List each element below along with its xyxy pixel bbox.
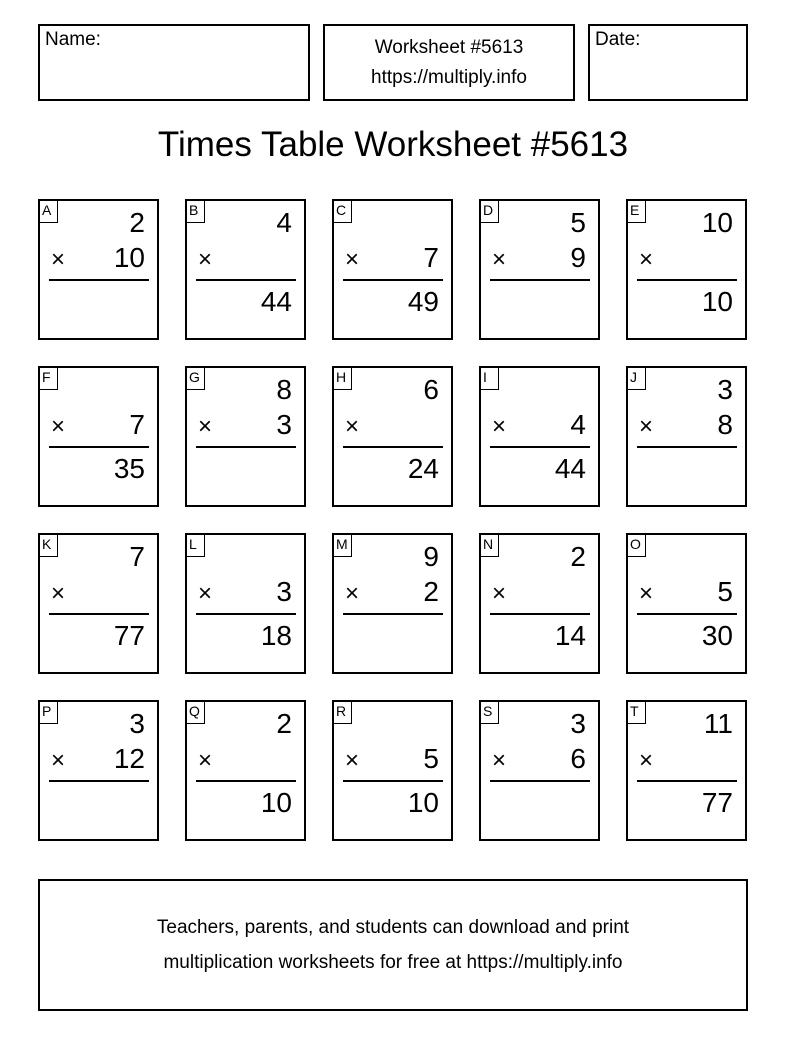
problem-letter: T [626, 700, 646, 724]
times-symbol: × [345, 747, 360, 774]
times-symbol: × [198, 246, 213, 273]
problem-letter: K [38, 533, 58, 557]
product: 35 [113, 453, 145, 484]
date-field[interactable] [588, 24, 748, 101]
answer-line [637, 780, 737, 782]
product: 44 [260, 286, 292, 317]
problem-card-k [38, 533, 159, 674]
top-factor: 2 [570, 541, 586, 572]
problem-card-n [479, 533, 600, 674]
problem-letter: D [479, 199, 499, 223]
page-title: Times Table Worksheet #5613 [157, 125, 629, 164]
bottom-factor: 5 [423, 743, 439, 774]
problem-letter: N [479, 533, 499, 557]
problem-card-j [626, 366, 747, 507]
answer-line [49, 279, 149, 281]
answer-line [490, 279, 590, 281]
answer-line [637, 446, 737, 448]
bottom-factor: 3 [276, 409, 292, 440]
top-factor: 2 [276, 708, 292, 739]
top-factor: 3 [717, 374, 733, 405]
footer-line-2: multiplication worksheets for free at https://multiply.info [163, 952, 623, 973]
date-label: Date: [595, 29, 641, 50]
top-factor: 10 [701, 207, 733, 238]
problem-letter: E [626, 199, 646, 223]
problem-letter: A [38, 199, 58, 223]
bottom-factor: 8 [717, 409, 733, 440]
product: 44 [554, 453, 586, 484]
problem-card-e [626, 199, 747, 340]
answer-line [196, 446, 296, 448]
top-factor: 3 [570, 708, 586, 739]
problem-card-t [626, 700, 747, 841]
times-symbol: × [345, 413, 360, 440]
top-factor: 7 [129, 541, 145, 572]
times-symbol: × [492, 747, 507, 774]
problem-card-b [185, 199, 306, 340]
answer-line [196, 613, 296, 615]
footer-box [38, 879, 748, 1011]
problem-card-i [479, 366, 600, 507]
problem-card-a [38, 199, 159, 340]
times-symbol: × [198, 580, 213, 607]
times-symbol: × [51, 580, 66, 607]
times-symbol: × [639, 747, 654, 774]
times-symbol: × [51, 747, 66, 774]
times-symbol: × [345, 246, 360, 273]
answer-line [49, 613, 149, 615]
top-factor: 6 [423, 374, 439, 405]
product: 18 [260, 620, 292, 651]
answer-line [490, 780, 590, 782]
top-factor: 3 [129, 708, 145, 739]
problem-letter: O [626, 533, 646, 557]
bottom-factor: 7 [423, 242, 439, 273]
top-factor: 2 [129, 207, 145, 238]
answer-line [196, 279, 296, 281]
product: 14 [554, 620, 586, 651]
problem-letter: M [332, 533, 352, 557]
product: 49 [407, 286, 439, 317]
product: 10 [701, 286, 733, 317]
bottom-factor: 7 [129, 409, 145, 440]
problem-letter: B [185, 199, 205, 223]
problem-card-c [332, 199, 453, 340]
problem-card-o [626, 533, 747, 674]
problem-card-l [185, 533, 306, 674]
top-factor: 11 [703, 708, 733, 739]
problem-letter: R [332, 700, 352, 724]
top-factor: 8 [276, 374, 292, 405]
product: 77 [113, 620, 145, 651]
problem-card-s [479, 700, 600, 841]
problem-card-q [185, 700, 306, 841]
problem-card-p [38, 700, 159, 841]
product: 77 [701, 787, 733, 818]
bottom-factor: 9 [570, 242, 586, 273]
bottom-factor: 10 [113, 242, 145, 273]
site-url: https://multiply.info [371, 67, 527, 88]
top-factor: 9 [423, 541, 439, 572]
worksheet-id: Worksheet #5613 [374, 37, 524, 58]
footer-line-1: Teachers, parents, and students can download and print [156, 917, 630, 938]
bottom-factor: 4 [570, 409, 586, 440]
problem-letter: P [38, 700, 58, 724]
bottom-factor: 12 [113, 743, 145, 774]
times-symbol: × [492, 413, 507, 440]
top-factor: 4 [276, 207, 292, 238]
problem-letter: G [185, 366, 205, 390]
answer-line [343, 613, 443, 615]
problem-card-r [332, 700, 453, 841]
name-field[interactable] [38, 24, 310, 101]
answer-line [49, 446, 149, 448]
answer-line [343, 279, 443, 281]
answer-line [49, 780, 149, 782]
worksheet-info-box [323, 24, 575, 101]
times-symbol: × [639, 413, 654, 440]
times-symbol: × [51, 413, 66, 440]
problem-card-h [332, 366, 453, 507]
problem-letter: Q [185, 700, 205, 724]
bottom-factor: 5 [717, 576, 733, 607]
answer-line [343, 446, 443, 448]
answer-line [343, 780, 443, 782]
times-symbol: × [345, 580, 360, 607]
times-symbol: × [198, 747, 213, 774]
name-label: Name: [45, 29, 101, 50]
problem-letter: S [479, 700, 499, 724]
answer-line [196, 780, 296, 782]
times-symbol: × [492, 246, 507, 273]
bottom-factor: 6 [570, 743, 586, 774]
problem-letter: C [332, 199, 352, 223]
problem-letter: L [185, 533, 205, 557]
answer-line [490, 446, 590, 448]
problem-letter: F [38, 366, 58, 390]
bottom-factor: 2 [423, 576, 439, 607]
times-symbol: × [492, 580, 507, 607]
problem-card-g [185, 366, 306, 507]
product: 10 [407, 787, 439, 818]
top-factor: 5 [570, 207, 586, 238]
problem-card-f [38, 366, 159, 507]
times-symbol: × [51, 246, 66, 273]
problem-card-d [479, 199, 600, 340]
product: 30 [701, 620, 733, 651]
times-symbol: × [198, 413, 213, 440]
problem-letter: H [332, 366, 352, 390]
problem-card-m [332, 533, 453, 674]
answer-line [637, 279, 737, 281]
product: 10 [260, 787, 292, 818]
product: 24 [407, 453, 439, 484]
problem-letter: J [626, 366, 646, 390]
problem-letter: I [479, 366, 499, 390]
answer-line [490, 613, 590, 615]
bottom-factor: 3 [276, 576, 292, 607]
times-symbol: × [639, 580, 654, 607]
times-symbol: × [639, 246, 654, 273]
answer-line [637, 613, 737, 615]
